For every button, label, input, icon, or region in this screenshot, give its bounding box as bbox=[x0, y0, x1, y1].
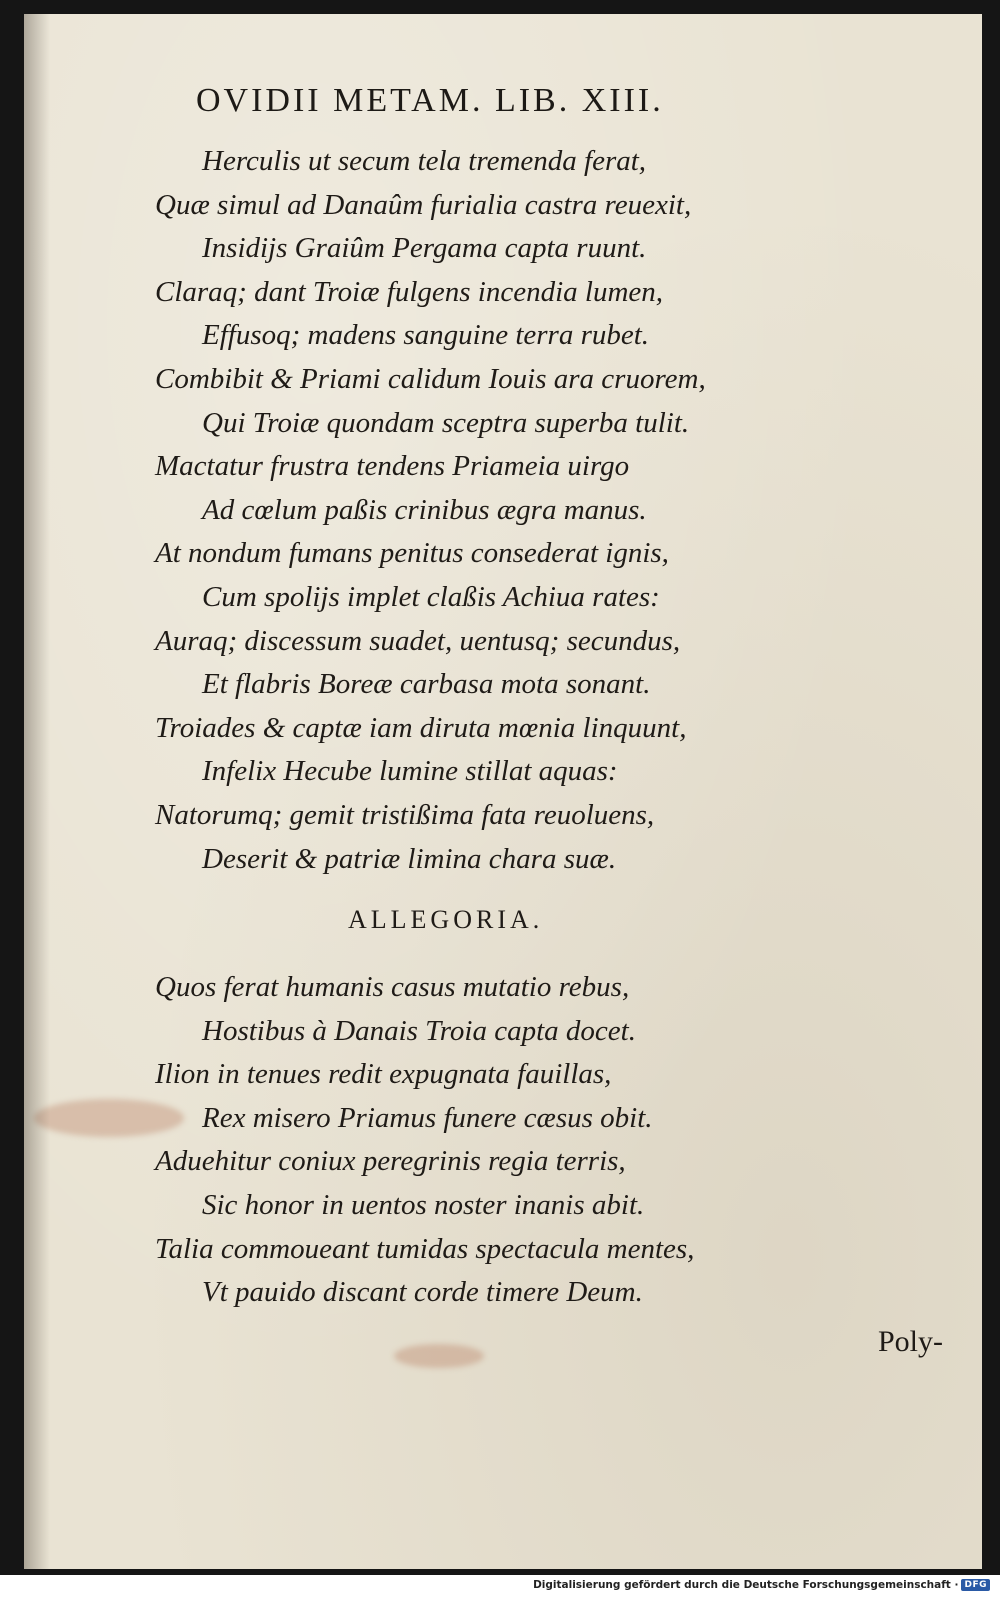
verse-line: Herculis ut secum tela tremenda ferat, bbox=[202, 145, 647, 177]
verse-line: Auraq; discessum suadet, uentusq; secundus, bbox=[155, 624, 681, 657]
verse-line: Sic honor in uentos noster inanis abit. bbox=[202, 1188, 645, 1221]
main-verse-block bbox=[155, 140, 795, 881]
verse-line: Effusoq; madens sanguine terra rubet. bbox=[202, 319, 650, 352]
verse-line: Natorumq; gemit tristißima fata reuoluens, bbox=[155, 798, 655, 831]
verse-line: Troiades & captæ iam diruta mœnia linquunt, bbox=[155, 711, 687, 744]
verse-line: Et flabris Boreæ carbasa mota sonant. bbox=[202, 668, 651, 701]
verse-line: Talia commoueant tumidas spectacula mentes, bbox=[155, 1232, 695, 1265]
verse-line: Claraq; dant Troiæ fulgens incendia lumen, bbox=[155, 275, 664, 308]
verse-line: Hostibus à Danais Troia capta docet. bbox=[202, 1014, 636, 1047]
verse-line: Infelix Hecube lumine stillat aquas: bbox=[202, 755, 618, 788]
verse-line: Mactatur frustra tendens Priameia uirgo bbox=[155, 450, 630, 483]
verse-line: Vt pauido discant corde timere Deum. bbox=[202, 1276, 643, 1309]
verse-line: Combibit & Priami calidum Iouis ara cruorem, bbox=[155, 362, 706, 395]
verse-line: Aduehitur coniux peregrinis regia terris, bbox=[155, 1145, 626, 1178]
running-head: OVIDII METAM. LIB. XIII. bbox=[196, 82, 664, 119]
page-header bbox=[140, 82, 780, 120]
foxing-stain bbox=[394, 1344, 484, 1368]
verse-line: Rex misero Priamus funere cæsus obit. bbox=[202, 1101, 653, 1134]
catchword: Poly- bbox=[878, 1325, 944, 1358]
verse-line: Ilion in tenues redit expugnata fauillas, bbox=[155, 1058, 612, 1091]
allegoria-verse-block bbox=[155, 966, 795, 1315]
verse-line: Deserit & patriæ limina chara suæ. bbox=[202, 842, 617, 875]
verse-line: Quos ferat humanis casus mutatio rebus, bbox=[155, 971, 630, 1003]
verse-line: Cum spolijs implet claßis Achiua rates: bbox=[202, 580, 660, 613]
verse-line: Quæ simul ad Danaûm furialia castra reuexit, bbox=[155, 188, 692, 221]
footer-credit-text: Digitalisierung gefördert durch die Deutsche Forschungsgemeinschaft · bbox=[533, 1579, 959, 1591]
allegoria-heading: ALLEGORIA. bbox=[348, 905, 544, 934]
verse-line: Qui Troiæ quondam sceptra superba tulit. bbox=[202, 406, 690, 439]
verse-line: At nondum fumans penitus consederat ignis, bbox=[155, 537, 669, 570]
dfg-logo: DFG bbox=[961, 1579, 990, 1591]
page-gutter-shadow bbox=[24, 14, 50, 1569]
footer-credit bbox=[533, 1579, 990, 1591]
verse-line: Insidijs Graiûm Pergama capta ruunt. bbox=[202, 232, 647, 265]
verse-line: Ad cœlum paßis crinibus ægra manus. bbox=[202, 493, 647, 526]
